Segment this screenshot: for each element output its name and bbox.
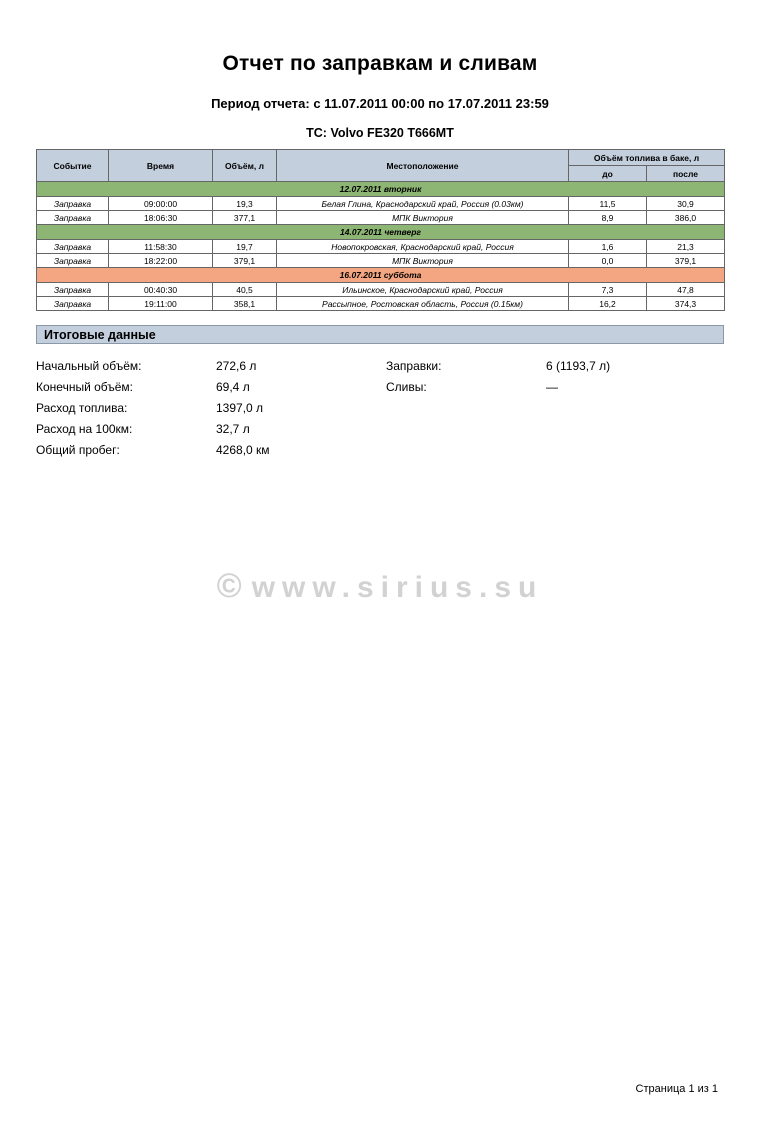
cell-before: 7,3	[569, 283, 647, 297]
summary-value-drains: —	[546, 380, 558, 394]
cell-before: 16,2	[569, 297, 647, 311]
summary-value-empty-1	[546, 398, 716, 419]
cell-after: 47,8	[647, 283, 725, 297]
cell-before: 1,6	[569, 240, 647, 254]
report-period: Период отчета: с 11.07.2011 00:00 по 17.07.2011 23:59	[211, 96, 549, 111]
cell-location: Ильинское, Краснодарский край, Россия	[277, 283, 569, 297]
cell-event: Заправка	[37, 197, 109, 211]
cell-location: МПК Виктория	[277, 211, 569, 225]
day-group-label: 14.07.2011 четверг	[37, 225, 725, 240]
summary-label-final-volume: Конечный объём:	[36, 380, 134, 394]
cell-time: 00:40:30	[109, 283, 213, 297]
cell-volume: 379,1	[213, 254, 277, 268]
cell-before: 8,9	[569, 211, 647, 225]
page-title: Отчет по заправкам и сливам	[222, 52, 538, 75]
summary-row	[36, 398, 724, 419]
day-group-label: 12.07.2011 вторник	[37, 182, 725, 197]
cell-volume: 40,5	[213, 283, 277, 297]
summary-label-empty-3	[386, 440, 546, 461]
summary-row	[36, 440, 724, 461]
table-row	[37, 240, 725, 254]
watermark-text: www.sirius.su	[251, 571, 544, 604]
summary-grid	[36, 356, 724, 461]
cell-after: 21,3	[647, 240, 725, 254]
report-page	[0, 52, 760, 1131]
cell-before: 11,5	[569, 197, 647, 211]
summary-label-consumption-per-100km: Расход на 100км:	[36, 422, 133, 436]
cell-volume: 19,7	[213, 240, 277, 254]
cell-before: 0,0	[569, 254, 647, 268]
cell-time: 18:06:30	[109, 211, 213, 225]
day-group-label: 16.07.2011 суббота	[37, 268, 725, 283]
summary-label-total-mileage: Общий пробег:	[36, 443, 120, 457]
table-row	[37, 197, 725, 211]
refuel-table	[36, 149, 725, 311]
table-body	[37, 182, 725, 311]
col-header-time: Время	[109, 150, 213, 182]
cell-event: Заправка	[37, 283, 109, 297]
cell-event: Заправка	[37, 254, 109, 268]
summary-label-empty-1	[386, 398, 546, 419]
table-row	[37, 283, 725, 297]
summary-value-refuels: 6 (1193,7 л)	[546, 359, 611, 373]
summary-value-initial-volume: 272,6 л	[216, 359, 257, 373]
cell-after: 379,1	[647, 254, 725, 268]
col-header-volume: Объём, л	[213, 150, 277, 182]
summary-label-drains: Сливы:	[386, 380, 427, 394]
table-header	[37, 150, 725, 182]
summary-row	[36, 377, 724, 398]
watermark	[0, 567, 760, 606]
summary-label-fuel-consumption: Расход топлива:	[36, 401, 128, 415]
summary-heading: Итоговые данные	[36, 325, 724, 344]
cell-location: Белая Глина, Краснодарский край, Россия (0.03км)	[277, 197, 569, 211]
day-group-row	[37, 182, 725, 197]
cell-event: Заправка	[37, 297, 109, 311]
cell-location: МПК Виктория	[277, 254, 569, 268]
summary-value-total-mileage: 4268,0 км	[216, 443, 270, 457]
col-header-before: до	[569, 166, 647, 182]
col-header-tank-group: Объём топлива в баке, л	[569, 150, 725, 166]
summary-value-empty-2	[546, 419, 716, 440]
cell-event: Заправка	[37, 211, 109, 225]
summary-value-consumption-per-100km: 32,7 л	[216, 422, 250, 436]
cell-after: 30,9	[647, 197, 725, 211]
vehicle-label: ТС: Volvo FE320 T666MT	[306, 126, 454, 140]
col-header-event: Событие	[37, 150, 109, 182]
summary-label-refuels: Заправки:	[386, 359, 442, 373]
day-group-row	[37, 268, 725, 283]
cell-location: Рассыпное, Ростовская область, Россия (0.15км)	[277, 297, 569, 311]
summary-label-empty-2	[386, 419, 546, 440]
cell-event: Заправка	[37, 240, 109, 254]
cell-time: 18:22:00	[109, 254, 213, 268]
col-header-after: после	[647, 166, 725, 182]
cell-volume: 377,1	[213, 211, 277, 225]
table-row	[37, 297, 725, 311]
page-number: Страница 1 из 1	[635, 1083, 718, 1095]
cell-time: 19:11:00	[109, 297, 213, 311]
cell-time: 09:00:00	[109, 197, 213, 211]
cell-after: 374,3	[647, 297, 725, 311]
summary-row	[36, 356, 724, 377]
summary-label-initial-volume: Начальный объём:	[36, 359, 142, 373]
cell-after: 386,0	[647, 211, 725, 225]
day-group-row	[37, 225, 725, 240]
cell-volume: 19,3	[213, 197, 277, 211]
summary-value-final-volume: 69,4 л	[216, 380, 250, 394]
table-row	[37, 211, 725, 225]
cell-location: Новопокровская, Краснодарский край, Россия	[277, 240, 569, 254]
copyright-icon: ©	[216, 567, 242, 605]
summary-row	[36, 419, 724, 440]
cell-time: 11:58:30	[109, 240, 213, 254]
table-row	[37, 254, 725, 268]
col-header-location: Местоположение	[277, 150, 569, 182]
cell-volume: 358,1	[213, 297, 277, 311]
summary-value-empty-3	[546, 440, 716, 461]
summary-value-fuel-consumption: 1397,0 л	[216, 401, 264, 415]
